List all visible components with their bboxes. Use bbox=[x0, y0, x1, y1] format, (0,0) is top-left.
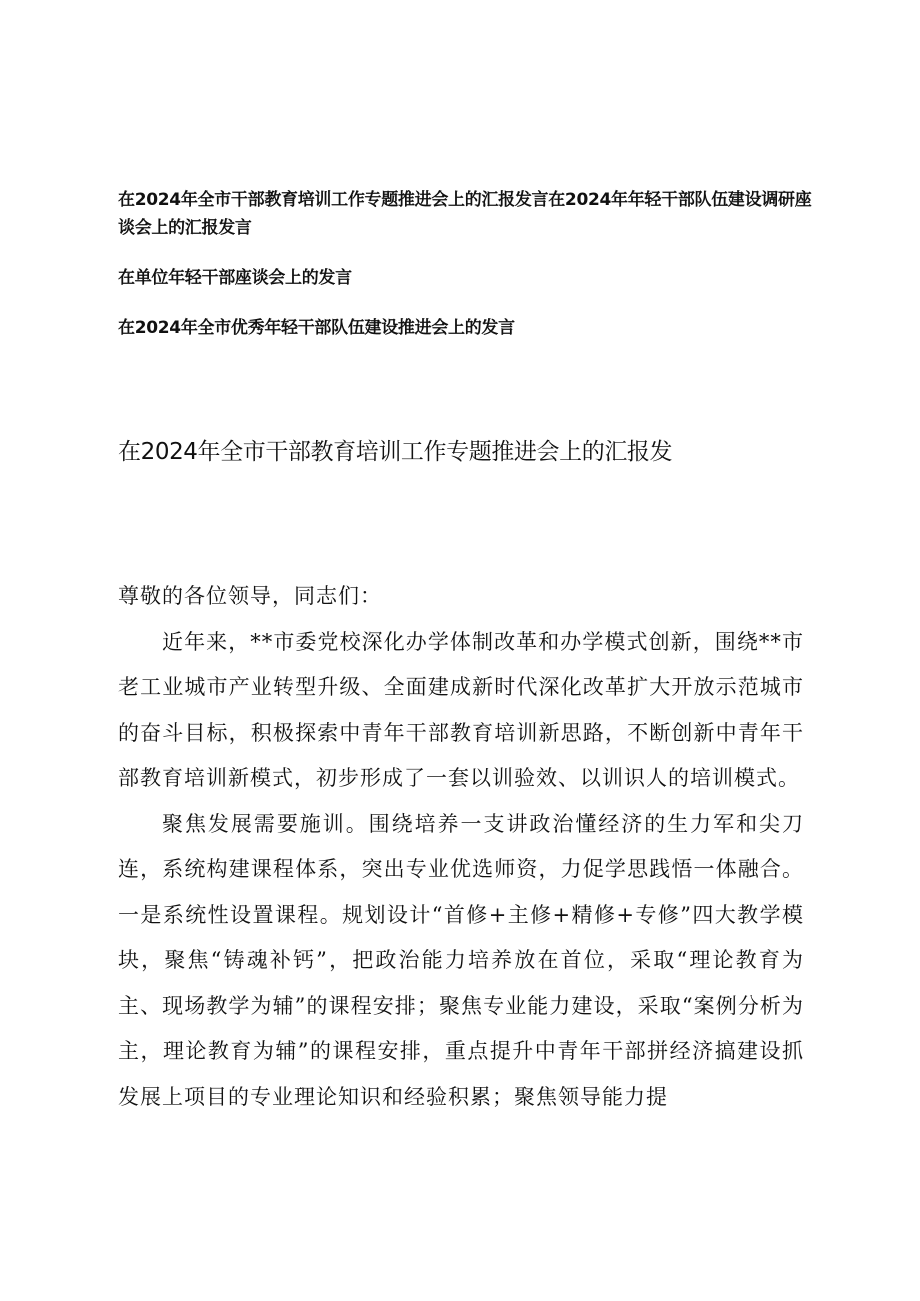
paragraph-2: 聚焦发展需要施训。围绕培养一支讲政治懂经济的生力军和尖刀连，系统构建课程体系，突出专业优选师资，力促学思践悟一体融合。一是系统性设置课程。规划设计“首修+主修+精修+专修”四大教学模块，聚焦“铸魂补钙”，把政治能力培养放在首位，采取“理论教育为主、现场教学为辅”的课程安排；聚焦专业能力建设，采取“案例分析为主，理论教育为辅”的课程安排，重点提升中青年干部拼经济搞建设抓发展上项目的专业理论知识和经验积累；聚焦领导能力提 bbox=[118, 811, 804, 1109]
toc-item-1[interactable]: 在2024年全市干部教育培训工作专题推进会上的汇报发言在2024年年轻干部队伍建设调研座谈会上的汇报发言 bbox=[118, 190, 812, 238]
paragraph-1: 近年来，**市委党校深化办学体制改革和办学模式创新，围绕**市老工业城市产业转型升级、全面建成新时代深化改革扩大开放示范城市的奋斗目标，积极探索中青年干部教育培训新思路，不断创新中青年干部教育培训新模式，初步形成了一套以训验效、以训识人的培训模式。 bbox=[118, 629, 804, 790]
toc-item-3[interactable]: 在2024年全市优秀年轻干部队伍建设推进会上的发言 bbox=[118, 318, 515, 338]
document-body bbox=[118, 574, 804, 1120]
toc-item-2[interactable]: 在单位年轻干部座谈会上的发言 bbox=[118, 268, 352, 288]
document-title: 在2024年全市干部教育培训工作专题推进会上的汇报发 bbox=[118, 439, 673, 465]
salutation: 尊敬的各位领导，同志们： bbox=[118, 584, 382, 608]
table-of-contents bbox=[118, 186, 818, 364]
